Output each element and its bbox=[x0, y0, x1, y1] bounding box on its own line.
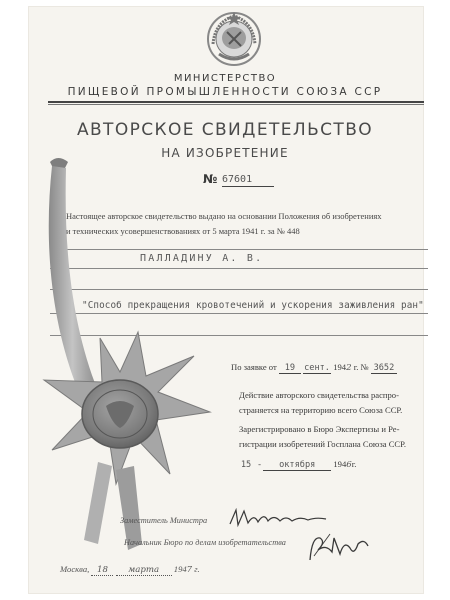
application-line bbox=[231, 362, 397, 374]
ribbon-strip bbox=[49, 166, 96, 390]
application-year-prefix: 194 bbox=[333, 362, 347, 372]
issue-year-suffix: г. bbox=[194, 564, 200, 574]
certificate-number: 67601 bbox=[222, 174, 274, 187]
registration-year-suffix: г. bbox=[351, 459, 357, 469]
invention-title: "Способ прекращения кровотечений и ускорения заживления ран" bbox=[82, 300, 424, 311]
state-emblem-icon bbox=[205, 10, 263, 68]
registration-year-digit: 6 bbox=[346, 460, 352, 470]
registration-year-prefix: 194 bbox=[333, 459, 347, 469]
issue-day: 18 bbox=[91, 565, 113, 576]
ministry-title: МИНИСТЕРСТВО bbox=[173, 73, 277, 84]
validity-line-2: страняется на территорию всего Союза ССР. bbox=[239, 405, 403, 415]
deputy-minister-signature bbox=[228, 508, 328, 530]
registration-date: 15 - октября 1946г. bbox=[236, 459, 356, 471]
header-rule bbox=[48, 101, 424, 103]
application-year-suffix: г. № bbox=[353, 362, 369, 372]
issue-city: Москва, bbox=[60, 564, 90, 574]
issue-year-digit: 7 bbox=[186, 565, 193, 575]
intro-line-2: и технических усовершенствованиях от 5 марта 1941 г. за № 448 bbox=[66, 226, 300, 236]
ribbon-tail bbox=[84, 462, 112, 544]
application-day: 19 bbox=[279, 363, 301, 374]
registration-line-1: Зарегистрировано в Бюро Экспертизы и Ре- bbox=[239, 424, 400, 434]
issue-year-prefix: 194 bbox=[173, 564, 187, 574]
author-name: ПАЛЛАДИНУ А. В. bbox=[140, 253, 264, 264]
issue-place-date bbox=[60, 564, 200, 576]
bureau-head-signature bbox=[306, 530, 372, 564]
ribbon-seal bbox=[30, 150, 230, 570]
certificate-subtitle: НА ИЗОБРЕТЕНИЕ bbox=[161, 146, 289, 160]
validity-line-1: Действие авторского свидетельства распро- bbox=[239, 390, 399, 400]
header-rule-thin bbox=[48, 104, 424, 105]
application-number: 3652 bbox=[371, 363, 397, 374]
certificate-title: АВТОРСКОЕ СВИДЕТЕЛЬСТВО bbox=[76, 120, 374, 140]
number-sign: № bbox=[203, 172, 218, 186]
registration-month: октября bbox=[263, 460, 331, 471]
application-year-digit: 2 bbox=[346, 363, 352, 373]
ministry-subtitle: ПИЩЕВОЙ ПРОМЫШЛЕННОСТИ СОЮЗА ССР bbox=[67, 86, 383, 98]
registration-line-2: гистрации изобретений Госплана Союза ССР. bbox=[239, 439, 407, 449]
bureau-head-label: Начальник Бюро по делам изобретательства bbox=[124, 538, 286, 547]
registration-day: 15 bbox=[240, 460, 252, 470]
application-label: По заявке от bbox=[231, 362, 277, 372]
issue-month: марта bbox=[116, 565, 172, 576]
deputy-minister-label: Заместитель Министра bbox=[120, 516, 208, 525]
intro-line-1: Настоящее авторское свидетельство выдано на основании Положения об изобретениях bbox=[66, 211, 382, 221]
application-month: сент. bbox=[304, 363, 330, 373]
